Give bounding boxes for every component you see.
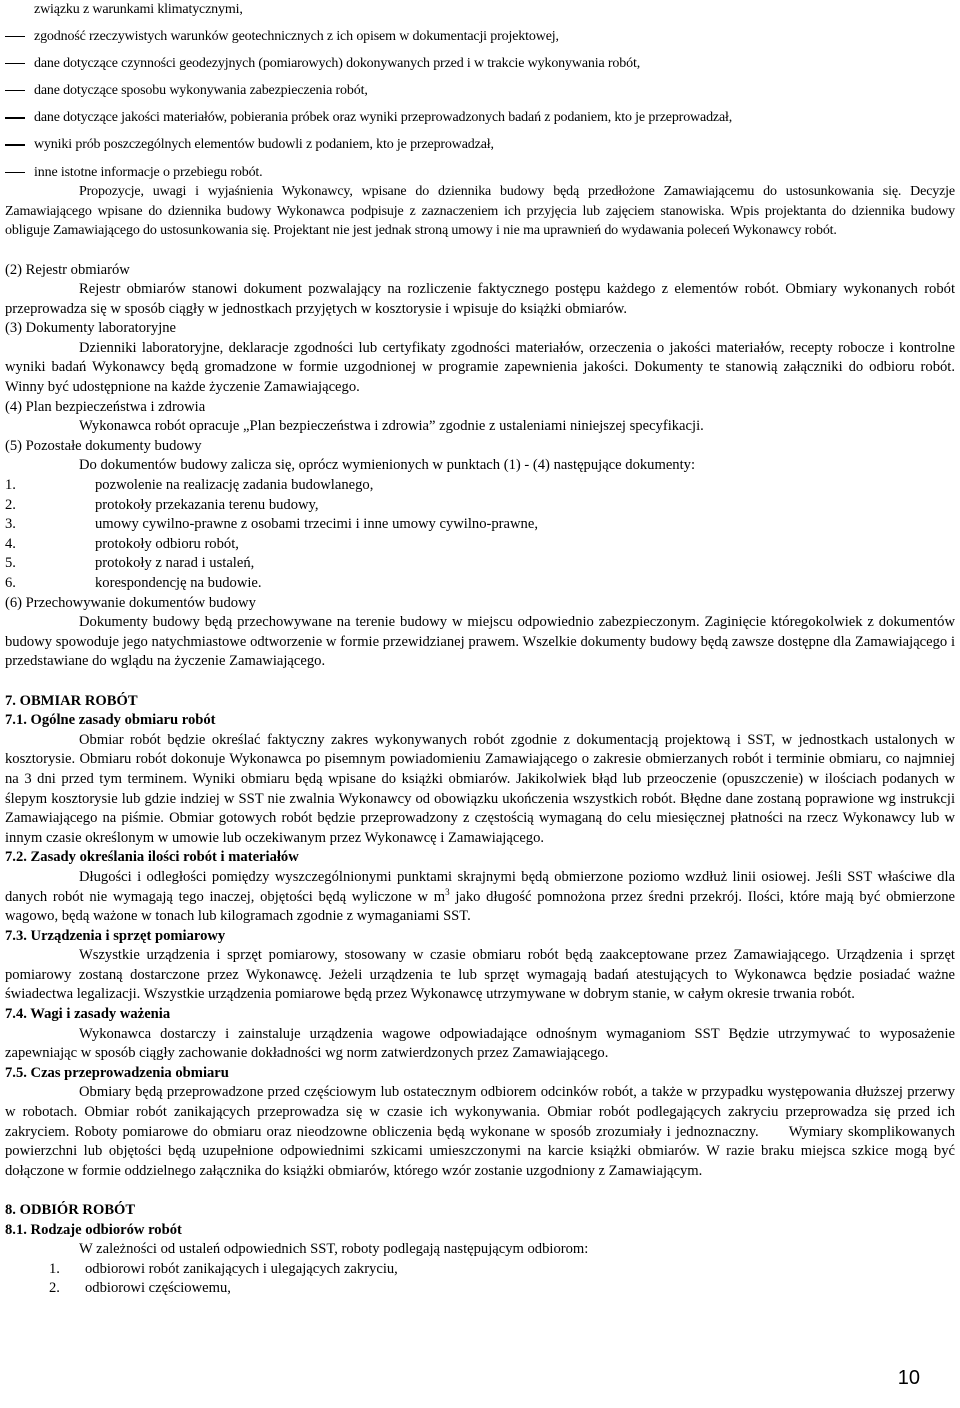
- list-item: wyniki prób poszczególnych elementów budowli z podaniem, kto je przeprowadzał,: [5, 135, 955, 155]
- paragraph: Wykonawca robót opracuje „Plan bezpieczeństwa i zdrowia” zgodnie z ustaleniami niniejszej specyfikacji.: [79, 418, 704, 435]
- paragraph-proposals: Propozycje, uwagi i wyjaśnienia Wykonawcy, wpisane do dziennika budowy będą przedłożone Zamawiającemu do ustosunkowania się. Decyzje Zamawiającego wpisane do dziennika budowy Wykonawca podpisuje z zaznaczeniem ich przyjęcia lub zajęciem stanowiska. Wpis projektanta do dziennika budowy obliguje Zamawiającego do ustosunkowania się. Projektant nie jest jednak stroną umowy i nie ma uprawnień do wydawania poleceń Wykonawcy robót.: [5, 184, 955, 239]
- subsection-title: 7.5. Czas przeprowadzenia obmiaru: [5, 1064, 229, 1081]
- paragraph: Do dokumentów budowy zalicza się, oprócz wymienionych w punktach (1) - (4) następujące dokumenty:: [79, 457, 696, 474]
- dash-bullet: [5, 90, 25, 91]
- dash-bullet: [5, 172, 25, 173]
- list-item: 5. protokoły z narad i ustaleń,: [5, 555, 255, 572]
- chapter-title: 8. ODBIÓR ROBÓT: [5, 1202, 136, 1218]
- paragraph: Rejestr obmiarów stanowi dokument pozwalający na rozliczenie faktycznego postępu każdego z elementów robót. Obmiary wykonanych robót przeprowadza się w sposób ciągły w jednostkach przyjętych w kosztorysie i wpisuje do książki obmiarów.: [5, 281, 955, 317]
- dash-bullet: [5, 144, 25, 145]
- list-item: inne istotne informacje o przebiegu robót.: [5, 163, 955, 183]
- section-title: (4) Plan bezpieczeństwa i zdrowia: [5, 398, 206, 415]
- list-item: 6. korespondencję na budowie.: [5, 575, 262, 591]
- paragraph: Długości i odległości pomiędzy wyszczególnionymi punktami skrajnymi będą obmierzone poziomo wzdłuż linii osiowej. Jeśli SST właściwe dla danych robót nie wymagają tego inaczej, objętości będą wyliczone w $m^3$ jako długość pomnożona przez średni przekrój. Ilości, które mają być obmierzone wagowo, będą ważone w tonach lub kilogramach zgodnie z wymaganiami SST.: [5, 868, 955, 925]
- paragraph: Obmiar robót będzie określać faktyczny zakres wykonywanych robót zgodnie z dokumentacją projektową i SST, w jednostkach ustalonych w kosztorysie. Obmiaru robót dokonuje Wykonawca po pisemnym powiadomieniu Zamawiającego o zakresie obmierzanych robót i terminie obmiaru, co najmniej na 3 dni przed tym terminem. Wyniki obmiaru będą wpisane do książki obmiarów. Jakikolwiek błąd lub przeoczenie (opuszczenie) w ilościach podanych w ślepym kosztorysie lub gdzie indziej w SST nie zwalnia Wykonawcy od obowiązku ukończenia wszystkich robót. Błędne dane zostaną poprawione wg instrukcji Zamawiającego na piśmie. Obmiar gotowych robót będzie przeprowadzony z częstością wymaganą do celu miesięcznej płatności na rzecz Wykonawcy lub w innym czasie określonym w umowie lub oczekiwanym przez Wykonawcę i Zamawiającego.: [5, 731, 955, 846]
- list-item: 1. odbiorowi robót zanikających i ulegających zakryciu,: [49, 1260, 398, 1277]
- section-title: (6) Przechowywanie dokumentów budowy: [5, 594, 256, 611]
- paragraph: Wszystkie urządzenia i sprzęt pomiarowy, stosowany w czasie obmiaru robót będą zaakceptowane przez Zamawiającego. Urządzenia i sprzęt pomiarowy zostaną dostarczone przez Wykonawcę. Jeżeli urządzenia te lub sprzęt wymagają badań atestujących to Wykonawca będzie posiadać ważne świadectwa legalizacji. Wszystkie urządzenia pomiarowe będą przez Wykonawcę utrzymywane w dobrym stanie, w całym okresie trwania robót.: [5, 947, 955, 1003]
- paragraph: Dokumenty budowy będą przechowywane na terenie budowy w miejscu odpowiednio zabezpieczonym. Zaginięcie któregokolwiek z dokumentów budowy spowoduje jego natychmiastowe odtworzenie w formie przewidzianej prawem. Wszelkie dokumenty budowy będą zawsze dostępne dla Zamawiającego i przedstawiane do wglądu na życzenie Zamawiającego.: [5, 614, 955, 670]
- dash-bullet: [5, 63, 25, 64]
- dash-bullet: [5, 117, 25, 118]
- list-item: 3. umowy cywilno-prawne z osobami trzecimi i inne umowy cywilno-prawne,: [5, 516, 538, 533]
- paragraph: W zależności od ustaleń odpowiednich SST, roboty podlegają następującym odbiorom:: [79, 1241, 589, 1258]
- page-number: 10: [897, 1367, 920, 1389]
- list-item: 1. pozwolenie na realizację zadania budowlanego,: [5, 477, 374, 494]
- numbered-list: [5, 1260, 955, 1299]
- subsection-title: 7.2. Zasady określania ilości robót i materiałów: [5, 849, 299, 866]
- dash-list: [5, 27, 955, 183]
- subsection-title: 7.4. Wagi i zasady ważenia: [5, 1006, 171, 1023]
- intro-line: związku z warunkami klimatycznymi,: [34, 2, 243, 17]
- paragraph: Dzienniki laboratoryjne, deklaracje zgodności lub certyfikaty zgodności materiałów, orzeczenia o jakości materiałów, recepty robocze i kontrolne wyniki badań Wykonawcy będą gromadzone w formie uzgodnionej w programie zapewnienia jakości. Dokumenty te stanowią załączniki do odbioru robót. Winny być udostępnione na każde życzenie Zamawiającego.: [5, 339, 955, 396]
- subsection-title: 8.1. Rodzaje odbiorów robót: [5, 1221, 182, 1238]
- subsection-title: 7.3. Urządzenia i sprzęt pomiarowy: [5, 927, 226, 944]
- list-item: dane dotyczące jakości materiałów, pobierania próbek oraz wyniki przeprowadzonych badań z podaniem, kto je przeprowadzał,: [5, 108, 955, 128]
- dash-bullet: [5, 36, 25, 37]
- paragraph: Wykonawca dostarczy i zainstaluje urządzenia wagowe odpowiadające odnośnym wymaganiom SST Będzie utrzymywać to wyposażenie zapewniając w sposób ciągły zachowanie dokładności wg norm zatwierdzonych przez Zamawiającego.: [5, 1025, 955, 1062]
- section-title: (5) Pozostałe dokumenty budowy: [5, 437, 202, 454]
- document-page: [5, 0, 959, 1299]
- list-item: zgodność rzeczywistych warunków geotechnicznych z ich opisem w dokumentacji projektowej,: [5, 27, 955, 47]
- list-item: dane dotyczące sposobu wykonywania zabezpieczenia robót,: [5, 81, 955, 101]
- section-title: (3) Dokumenty laboratoryjne: [5, 320, 177, 337]
- numbered-list: [5, 476, 955, 594]
- list-item: 2. odbiorowi częściowemu,: [49, 1280, 231, 1297]
- subsection-title: 7.1. Ogólne zasady obmiaru robót: [5, 712, 216, 729]
- list-item: 2. protokoły przekazania terenu budowy,: [5, 496, 319, 513]
- section-title: (2) Rejestr obmiarów: [5, 261, 130, 278]
- list-item: dane dotyczące czynności geodezyjnych (pomiarowych) dokonywanych przed i w trakcie wykonywania robót,: [5, 54, 955, 74]
- paragraph: Obmiary będą przeprowadzone przed częściowym lub ostatecznym odbiorem odcinków robót, a także w przypadku występowania dłuższej przerwy w robotach. Obmiar robót zanikających przeprowadza się w czasie ich wykonywania. Obmiar robót podlegających zakryciu przeprowadza się przed ich zakryciem. Roboty pomiarowe do obmiaru oraz nieodzowne obliczenia będą wykonane w sposób zrozumiały i jednoznaczny. Wymiary skomplikowanych powierzchni lub objętości będą uzupełnione odpowiednimi szkicami umieszczonymi na karcie książki obmiarów. W razie braku miejsca szkice mogą być dołączone w formie oddzielnego załącznika do książki obmiarów, którego wzór zostanie uzgodniony z Zamawiającym.: [5, 1084, 959, 1179]
- list-item: 4. protokoły odbioru robót,: [5, 535, 239, 552]
- chapter-title: 7. OBMIAR ROBÓT: [5, 692, 138, 709]
